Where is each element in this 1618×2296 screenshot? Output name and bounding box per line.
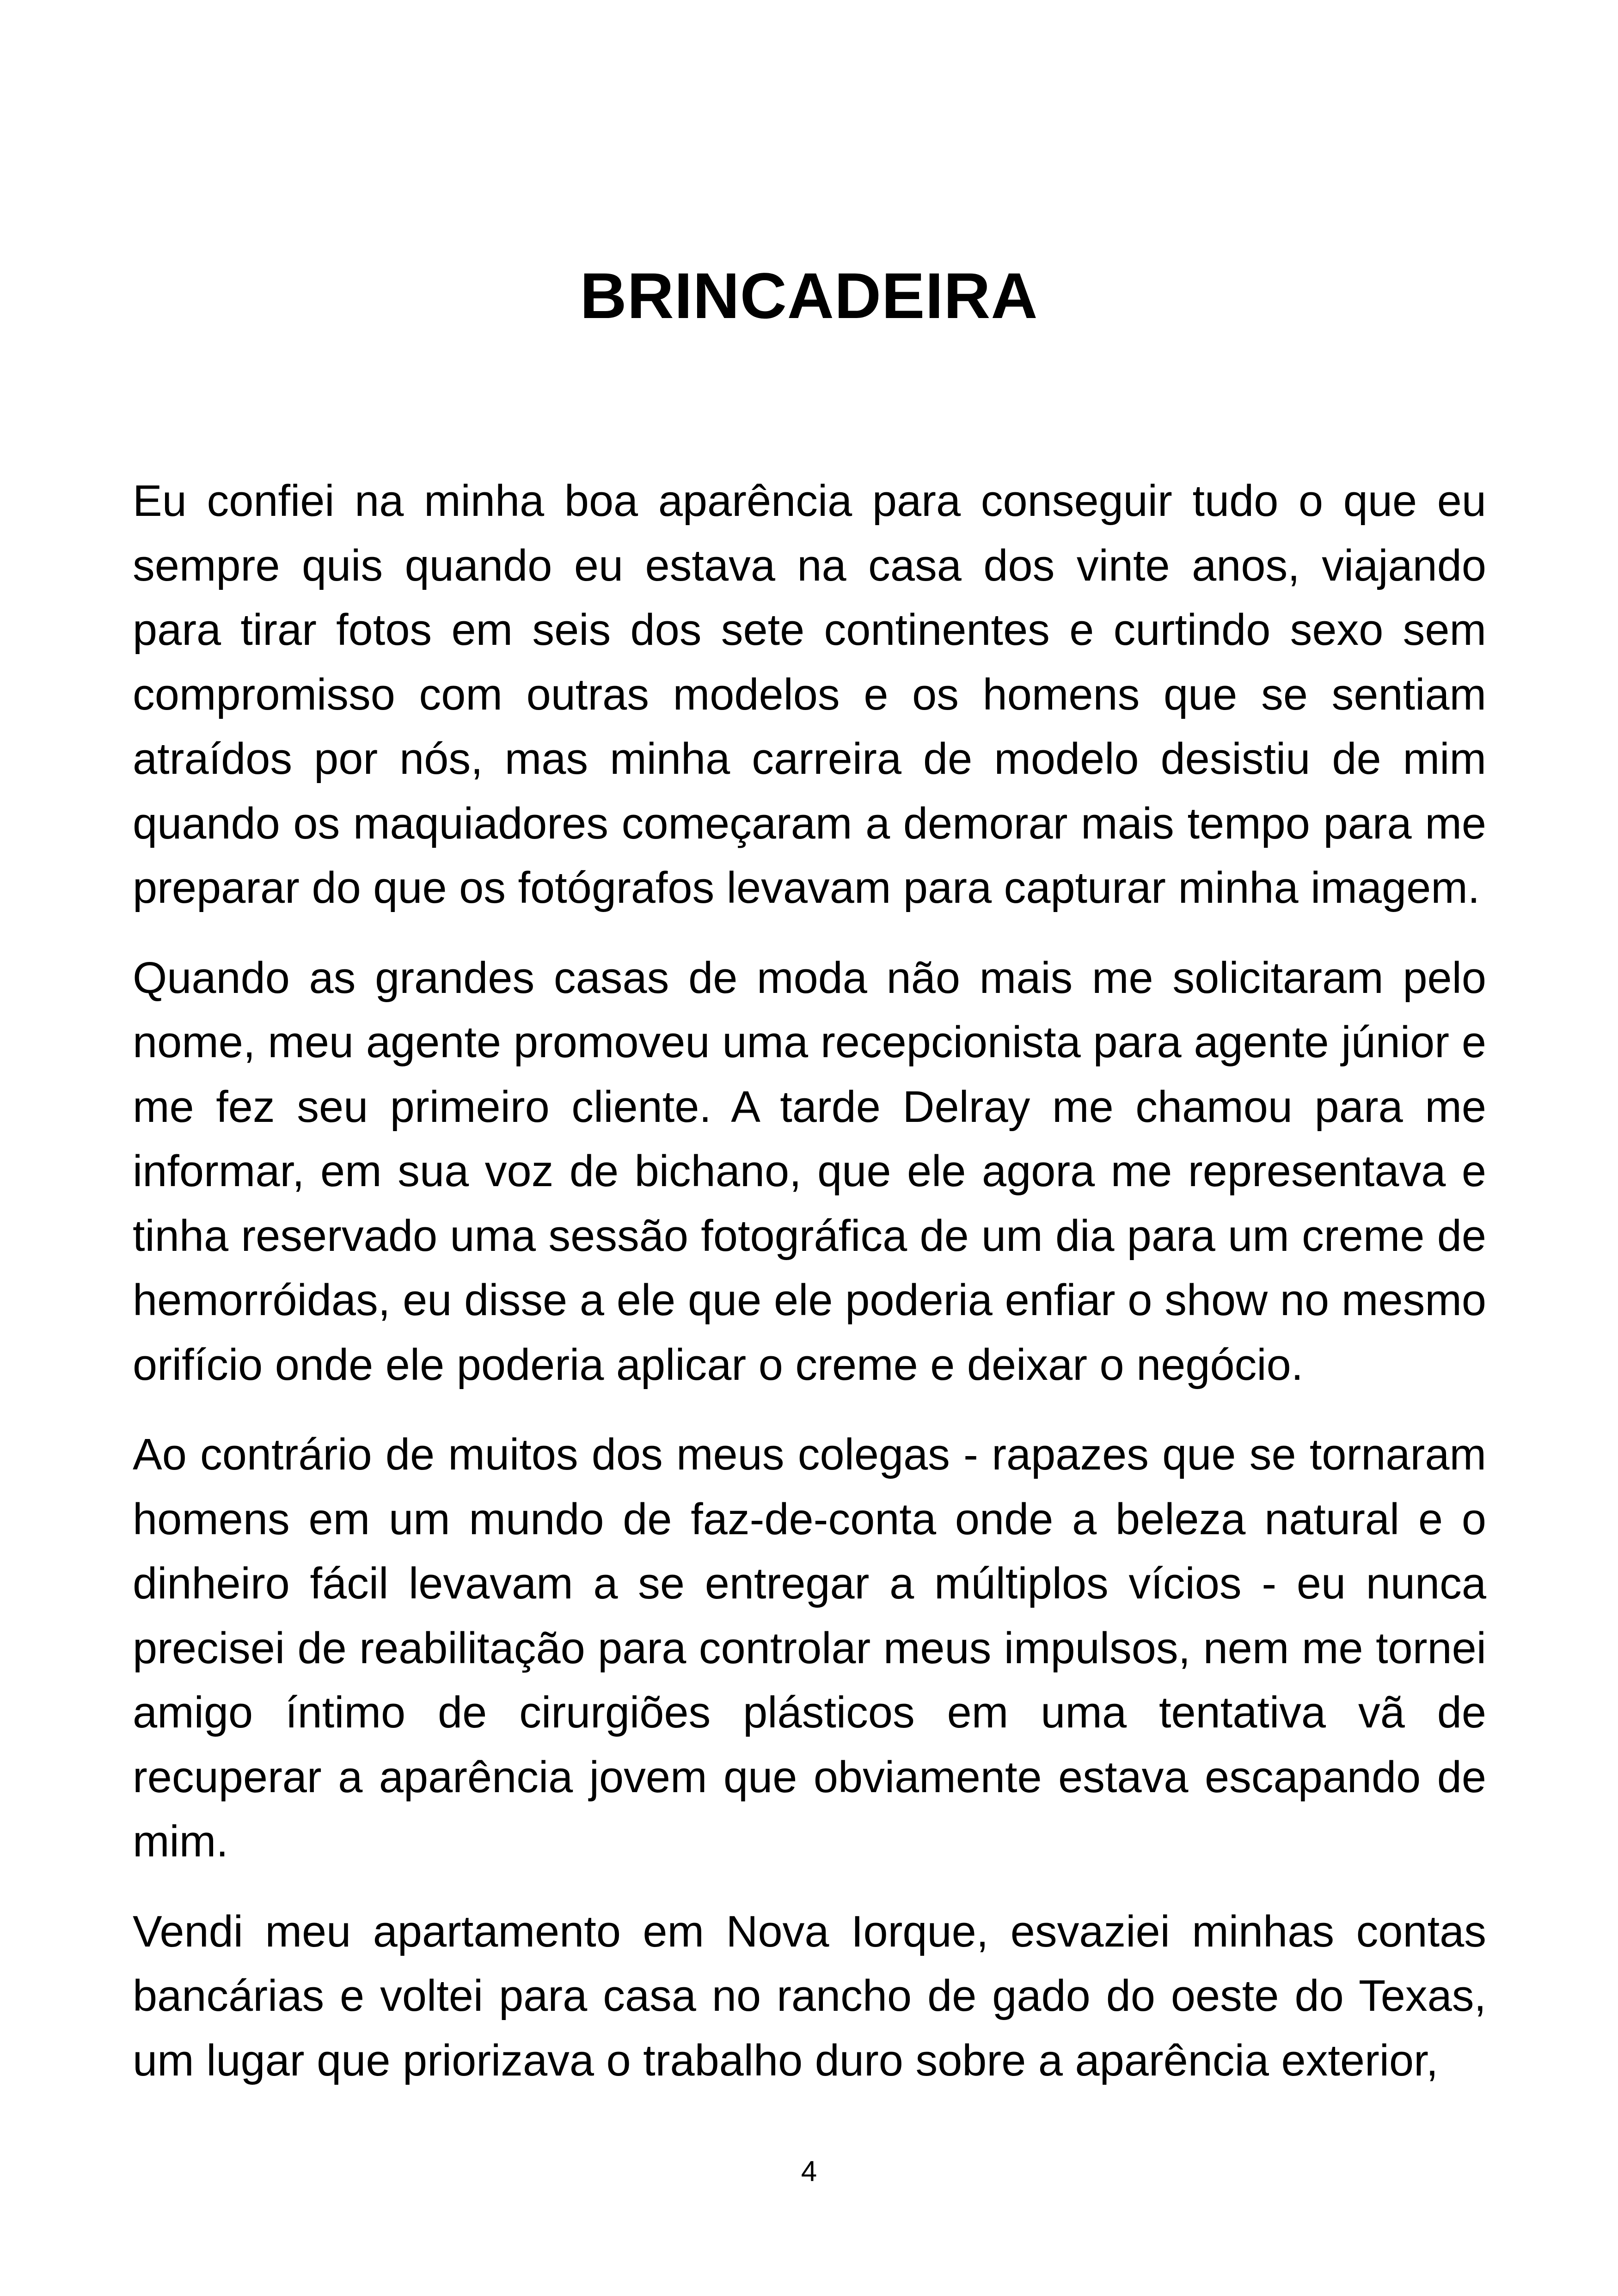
paragraph-4: Vendi meu apartamento em Nova Iorque, esvaziei minhas contas bancárias e voltei para casa no rancho de gado do oeste do Texas, um lugar que priorizava o trabalho duro sobre a aparência exterior, (133, 1907, 1486, 2085)
paragraph-2: Quando as grandes casas de moda não mais me solicitaram pelo nome, meu agente promoveu uma recepcionista para agente júnior e me fez seu primeiro cliente. A tarde Delray me chamou para me informar, em sua voz de bichano, que ele agora me representava e tinha reservado uma sessão fotográfica de um dia para um creme de hemorróidas, eu disse a ele que ele poderia enfiar o show no mesmo orifício onde ele poderia aplicar o creme e deixar o negócio. (133, 953, 1486, 1390)
paragraph-1: Eu confiei na minha boa aparência para conseguir tudo o que eu sempre quis quando eu estava na casa dos vinte anos, viajando para tirar fotos em seis dos sete continentes e curtindo sexo sem compromisso com outras modelos e os homens que se sentiam atraídos por nós, mas minha carreira de modelo desistiu de mim quando os maquiadores começaram a demorar mais tempo para me preparar do que os fotógrafos levavam para capturar minha imagem. (133, 477, 1486, 912)
paragraph-3: Ao contrário de muitos dos meus colegas - rapazes que se tornaram homens em um mundo de faz-de-conta onde a beleza natural e o dinheiro fácil levavam a se entregar a múltiplos vícios - eu nunca precisei de reabilitação para controlar meus impulsos, nem me tornei amigo íntimo de cirurgiões plásticos em uma tentativa vã de recuperar a aparência jovem que obviamente estava escapando de mim. (133, 1430, 1486, 1866)
page-title: BRINCADEIRA (580, 259, 1038, 332)
body-text (133, 469, 1486, 2118)
page-number: 4 (801, 2155, 817, 2187)
